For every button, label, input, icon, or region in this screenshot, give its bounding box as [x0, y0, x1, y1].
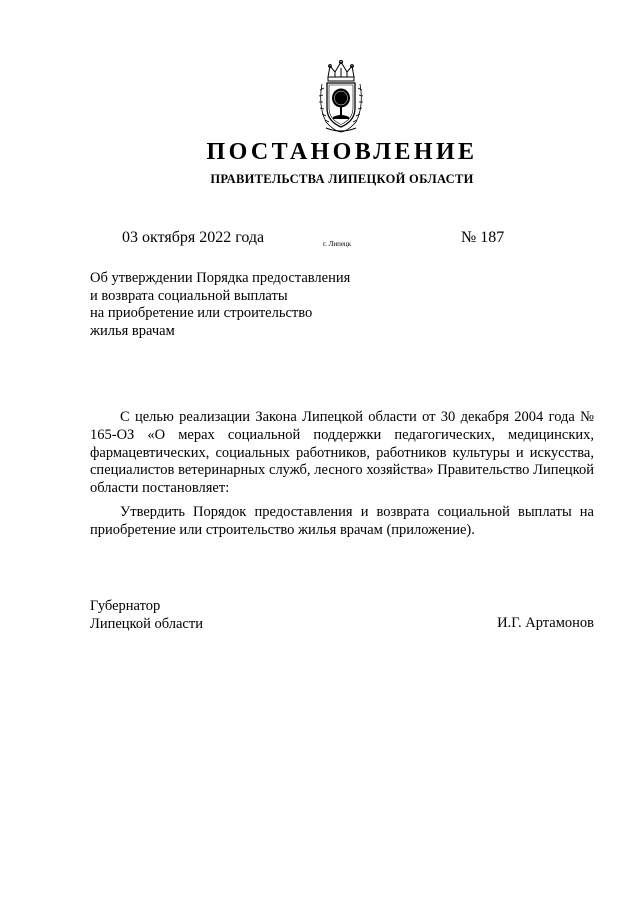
- signer-position-line: Губернатор: [90, 598, 161, 614]
- document-number: № 187: [461, 229, 505, 246]
- document-type-title: ПОСТАНОВЛЕНИЕ: [206, 139, 478, 165]
- coat-of-arms-icon: [316, 58, 366, 134]
- subject-line: и возврата социальной выплаты: [90, 287, 288, 304]
- body-paragraph: С целью реализации Закона Липецкой области от 30 декабря 2004 года № 165-ОЗ «О мерах социальной поддержки педагогических, медицинских, фармацевтических, социальных работников, работников культуры и искусства, специалистов ветеринарных служб, лесного хозяйства» Правительство Липецкой области постановляет:: [90, 409, 594, 497]
- document-date: 03 октября 2022 года: [122, 229, 265, 246]
- subject-line: на приобретение или строительство: [90, 305, 313, 321]
- issuing-authority: ПРАВИТЕЛЬСТВА ЛИПЕЦКОЙ ОБЛАСТИ: [210, 172, 474, 186]
- document-body: [90, 409, 594, 540]
- subject-line: Об утверждении Порядка предоставления: [90, 270, 351, 286]
- signer-position: [90, 598, 203, 633]
- subject-line: жилья врачам: [90, 322, 175, 339]
- signer-position-line: Липецкой области: [90, 615, 203, 632]
- document-city: г. Липецк: [323, 240, 352, 248]
- body-paragraph: Утвердить Порядок предоставления и возврата социальной выплаты на приобретение или строительство жилья врачам (приложение).: [90, 503, 594, 538]
- signer-name: И.Г. Артамонов: [497, 615, 594, 631]
- document-subject: [90, 270, 410, 340]
